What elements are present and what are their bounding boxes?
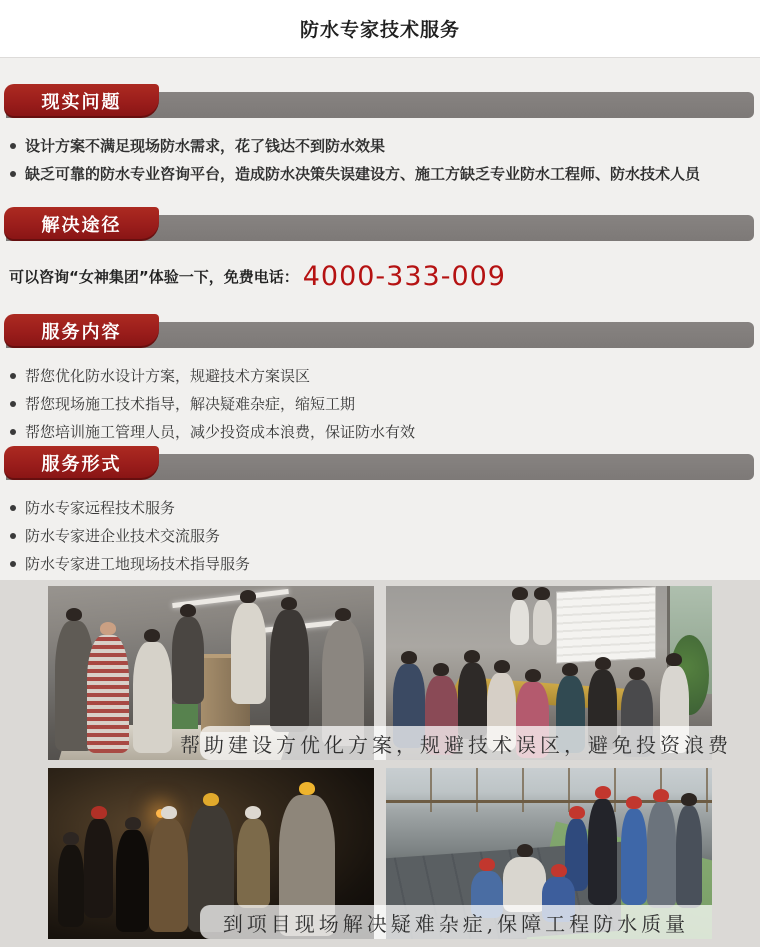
- ribbon-problems: [4, 84, 756, 118]
- person-figure: [231, 603, 267, 704]
- person-figure-red-helmet: [84, 819, 113, 918]
- ribbon-service-forms: [4, 446, 756, 480]
- bullet-icon: [10, 171, 16, 177]
- list-item-text: 帮您现场施工技术指导，解决疑难杂症，缩短工期: [25, 395, 356, 413]
- service-forms-list: [0, 480, 760, 578]
- gallery-caption-row2: 到项目现场解决疑难杂症,保障工程防水质量: [200, 905, 712, 939]
- list-item-text: 缺乏可靠的防水专业咨询平台，造成防水决策失误建设方、施工方缺乏专业防水工程师、防水技术人员: [25, 165, 701, 183]
- consult-text: 可以咨询“女神集团”体验一下，免费电话：: [9, 268, 299, 286]
- person-figure-red-helmet: [588, 799, 617, 905]
- person-figure-red-helmet: [647, 802, 676, 908]
- bullet-icon: [10, 143, 16, 149]
- bullet-icon: [10, 533, 16, 539]
- person-figure-white-helmet: [237, 819, 270, 908]
- list-item-text: 帮您优化防水设计方案，规避技术方案误区: [25, 367, 311, 385]
- person-figure: [87, 635, 129, 753]
- person-figure: [172, 617, 205, 704]
- list-item: [10, 418, 746, 446]
- ribbon-tab-solution: 解决途径: [4, 207, 159, 241]
- person-figure-kneeling: [503, 857, 545, 912]
- page-header: [0, 0, 760, 58]
- list-item-text: 设计方案不满足现场防水需求，花了钱达不到防水效果: [25, 137, 386, 155]
- person-figure: [510, 600, 530, 645]
- list-item: [10, 390, 746, 418]
- page-title: 防水专家技术服务: [299, 19, 460, 41]
- phone-number: 4000-333-009: [302, 261, 506, 292]
- bullet-icon: [10, 429, 16, 435]
- bullet-icon: [10, 401, 16, 407]
- ribbon-service-content: [4, 314, 756, 348]
- consult-line: [0, 241, 760, 299]
- gallery-caption-row1: 帮助建设方优化方案，规避技术误区，避免投资浪费: [200, 726, 712, 760]
- photo-gallery: [0, 580, 760, 947]
- ribbon-tab-service-content: 服务内容: [4, 314, 159, 348]
- person-figure: [58, 845, 84, 927]
- list-item: [10, 550, 746, 578]
- person-figure-red-helmet: [621, 809, 647, 905]
- list-item-text: 防水专家远程技术服务: [25, 499, 176, 517]
- ribbon-tab-service-forms: 服务形式: [4, 446, 159, 480]
- list-item-text: 防水专家进企业技术交流服务: [25, 527, 221, 545]
- person-figure: [676, 806, 702, 909]
- service-content-list: [0, 348, 760, 446]
- problems-list: [0, 118, 760, 188]
- person-figure: [133, 642, 172, 753]
- person-figure: [533, 600, 553, 645]
- list-item: [10, 160, 746, 188]
- gallery-row-1: [48, 586, 732, 760]
- bullet-icon: [10, 505, 16, 511]
- list-item: [10, 132, 746, 160]
- person-figure: [116, 830, 149, 933]
- person-figure-white-helmet: [149, 819, 188, 932]
- projector-screen: [556, 587, 656, 664]
- bullet-icon: [10, 373, 16, 379]
- ribbon-solution: [4, 207, 756, 241]
- ribbon-tab-problems: 现实问题: [4, 84, 159, 118]
- list-item: [10, 522, 746, 550]
- list-item-text: 防水专家进工地现场技术指导服务: [25, 555, 251, 573]
- list-item-text: 帮您培训施工管理人员，减少投资成本浪费，保证防水有效: [25, 423, 416, 441]
- person-figure: [270, 610, 309, 732]
- bullet-icon: [10, 561, 16, 567]
- gallery-row-2: [48, 768, 712, 939]
- list-item: [10, 494, 746, 522]
- list-item: [10, 362, 746, 390]
- green-model: [169, 704, 198, 728]
